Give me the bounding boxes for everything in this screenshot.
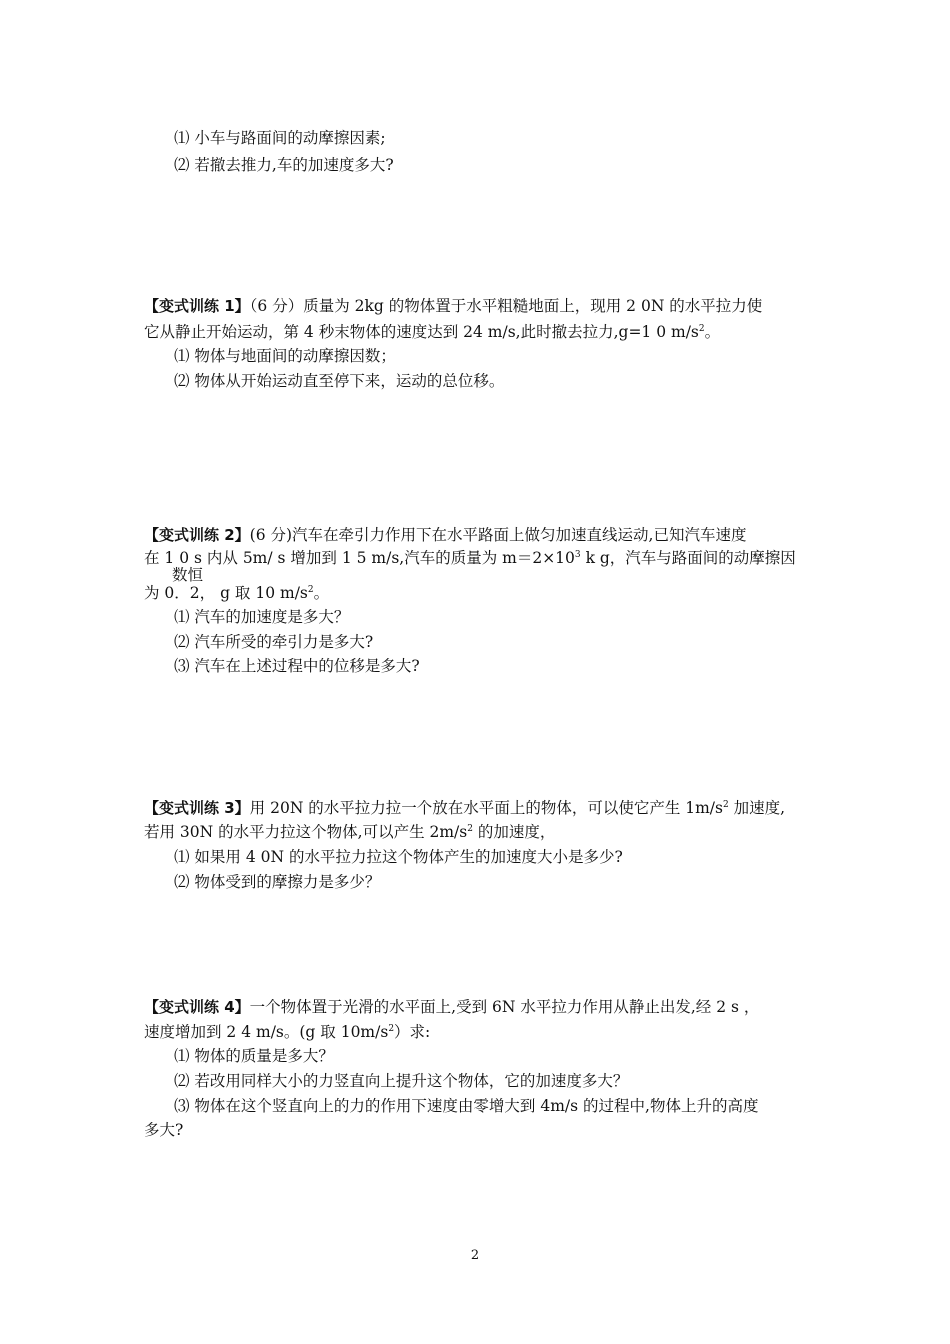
exercise-4-question-1: ⑴ 物体的质量是多大？ [174, 1047, 334, 1065]
exercise-2-line-1: 【变式训练 2】(6 分)汽车在牵引力作用下在水平路面上做匀加速直线运动,已知汽车速度 [144, 526, 747, 544]
exercise-4-question-3-cont: 多大? [144, 1121, 184, 1139]
exercise-3-question-1: ⑴ 如果用 4 0N 的水平拉力拉这个物体产生的加速度大小是多少? [174, 848, 623, 866]
exercise-3-heading: 【变式训练 3】 [144, 799, 250, 817]
exercise-1-line-1: 【变式训练 1】（6 分）质量为 2kg 的物体置于水平粗糙地面上，现用 2 0N 的水平拉力使 [144, 297, 763, 315]
intro-question-2: ⑵ 若撤去推力,车的加速度多大? [174, 156, 394, 174]
exercise-1-heading: 【变式训练 1】 [144, 297, 250, 315]
exercise-2-line-3: 数恒 [172, 566, 204, 584]
exercise-4-line-1: 【变式训练 4】一个物体置于光滑的水平面上,受到 6N 水平拉力作用从静止出发,经 2 s ， [144, 998, 760, 1016]
exercise-1-line-2: 它从静止开始运动，第 4 秒末物体的速度达到 24 m/s,此时撤去拉力,g=1 0 $m/s^2$。 [144, 323, 721, 341]
exercise-2-line-2: 在 1 0 s 内从 5m/ s 增加到 1 5 m/s,汽车的质量为 $m=2\times 10^3$ k g，汽车与路面间的动摩擦因 [144, 549, 796, 567]
exercise-4-line-2: 速度增加到 2 4 m/s。(g 取 $10m/s^2$）求: [144, 1023, 431, 1041]
exercise-3-question-2: ⑵ 物体受到的摩擦力是多少？ [174, 873, 381, 891]
exercise-4-question-3: ⑶ 物体在这个竖直向上的力的作用下速度由零增大到 4m/s 的过程中,物体上升的高度 [174, 1097, 759, 1115]
page-number: 2 [470, 1248, 480, 1263]
exercise-2-heading: 【变式训练 2】 [144, 526, 250, 544]
exercise-2-question-3: ⑶ 汽车在上述过程中的位移是多大? [174, 657, 420, 675]
exercise-1-question-2: ⑵ 物体从开始运动直至停下来，运动的总位移。 [174, 372, 505, 390]
exercise-3-line-2: 若用 30N 的水平力拉这个物体,可以产生 $2m/s^2$ 的加速度， [144, 823, 556, 841]
exercise-2-question-1: ⑴ 汽车的加速度是多大？ [174, 608, 350, 626]
exercise-2-question-2: ⑵ 汽车所受的牵引力是多大? [174, 633, 374, 651]
exercise-3-line-1: 【变式训练 3】用 20N 的水平拉力拉一个放在水平面上的物体，可以使它产生 $1m/s^2$ 加速度, [144, 799, 786, 817]
exercise-4-question-2: ⑵ 若改用同样大小的力竖直向上提升这个物体，它的加速度多大？ [174, 1072, 629, 1090]
intro-question-1: ⑴ 小车与路面间的动摩擦因素; [174, 129, 386, 147]
exercise-2-line-4: 为 0．2， g 取 10 $m/s^2$。 [144, 584, 330, 602]
exercise-4-heading: 【变式训练 4】 [144, 998, 250, 1016]
exercise-1-question-1: ⑴ 物体与地面间的动摩擦因数； [174, 347, 396, 365]
